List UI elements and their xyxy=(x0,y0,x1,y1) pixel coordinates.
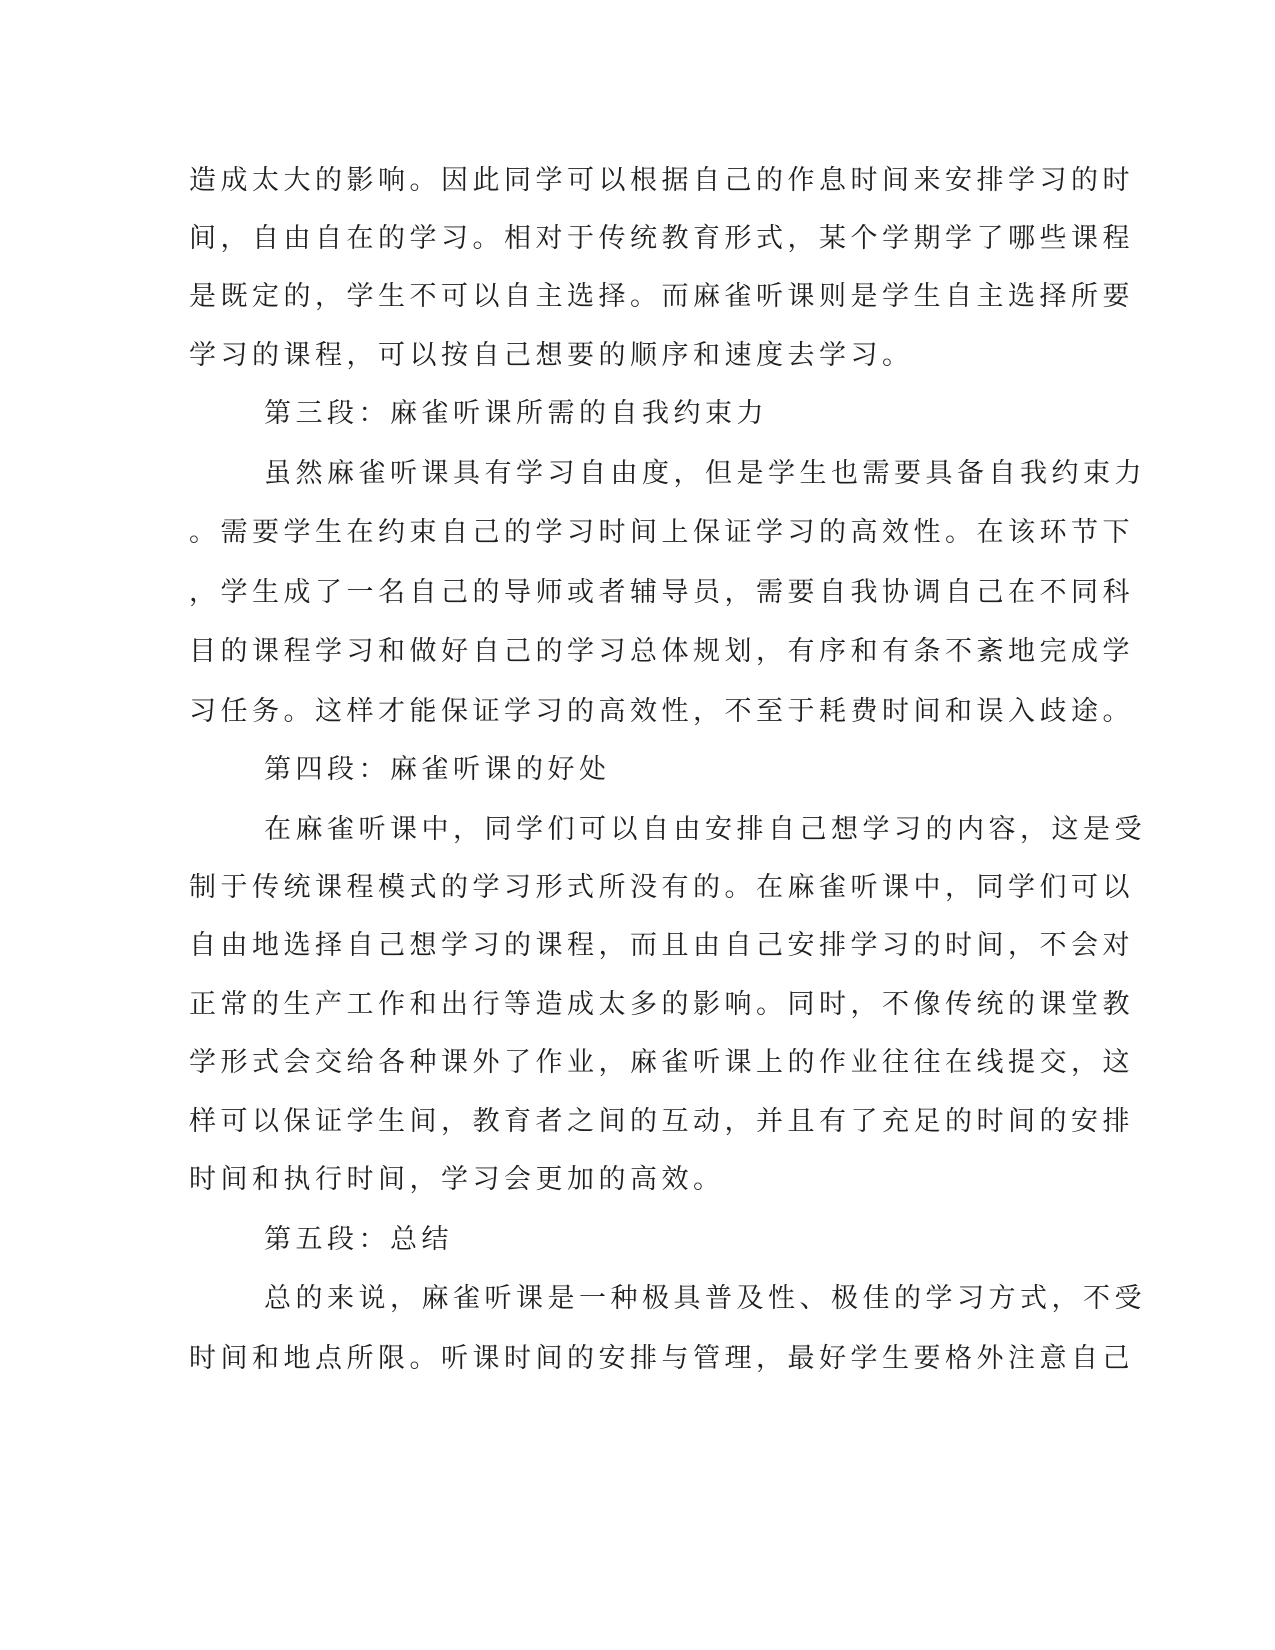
paragraph-line: 在麻雀听课中，同学们可以自由安排自己想学习的内容，这是受 xyxy=(264,814,1146,845)
paragraph-line: 时间和执行时间，学习会更加的高效。 xyxy=(189,1164,725,1195)
paragraph-line: 自由地选择自己想学习的课程，而且由自己安排学习的时间，不会对 xyxy=(189,930,1134,961)
paragraph-line: 总的来说，麻雀听课是一种极具普及性、极佳的学习方式，不受 xyxy=(264,1283,1146,1314)
paragraph-line: 正常的生产工作和出行等造成太多的影响。同时，不像传统的课堂教 xyxy=(189,989,1134,1020)
paragraph-line: 是既定的，学生不可以自主选择。而麻雀听课则是学生自主选择所要 xyxy=(189,281,1134,312)
paragraph-line: ，学生成了一名自己的导师或者辅导员，需要自我协调自己在不同科 xyxy=(189,577,1134,608)
paragraph-line: 学习的课程，可以按自己想要的顺序和速度去学习。 xyxy=(189,340,914,371)
paragraph-line: 学形式会交给各种课外了作业，麻雀听课上的作业往往在线提交，这 xyxy=(189,1047,1134,1078)
paragraph-line: 时间和地点所限。听课时间的安排与管理，最好学生要格外注意自己 xyxy=(189,1343,1134,1374)
paragraph-line: 虽然麻雀听课具有学习自由度，但是学生也需要具备自我约束力 xyxy=(264,458,1146,489)
section-heading: 第三段：麻雀听课所需的自我约束力 xyxy=(264,398,768,429)
paragraph-line: 目的课程学习和做好自己的学习总体规划，有序和有条不紊地完成学 xyxy=(189,636,1134,667)
paragraph-line: 。需要学生在约束自己的学习时间上保证学习的高效性。在该环节下 xyxy=(189,517,1134,548)
paragraph-line: 造成太大的影响。因此同学可以根据自己的作息时间来安排学习的时 xyxy=(189,165,1134,196)
section-heading: 第五段：总结 xyxy=(264,1224,453,1255)
paragraph-line: 间，自由自在的学习。相对于传统教育形式，某个学期学了哪些课程 xyxy=(189,223,1134,254)
paragraph-line: 样可以保证学生间，教育者之间的互动，并且有了充足的时间的安排 xyxy=(189,1106,1134,1137)
section-heading: 第四段：麻雀听课的好处 xyxy=(264,754,611,785)
paragraph-line: 制于传统课程模式的学习形式所没有的。在麻雀听课中，同学们可以 xyxy=(189,872,1134,903)
paragraph-line: 习任务。这样才能保证学习的高效性，不至于耗费时间和误入歧途。 xyxy=(189,696,1134,727)
